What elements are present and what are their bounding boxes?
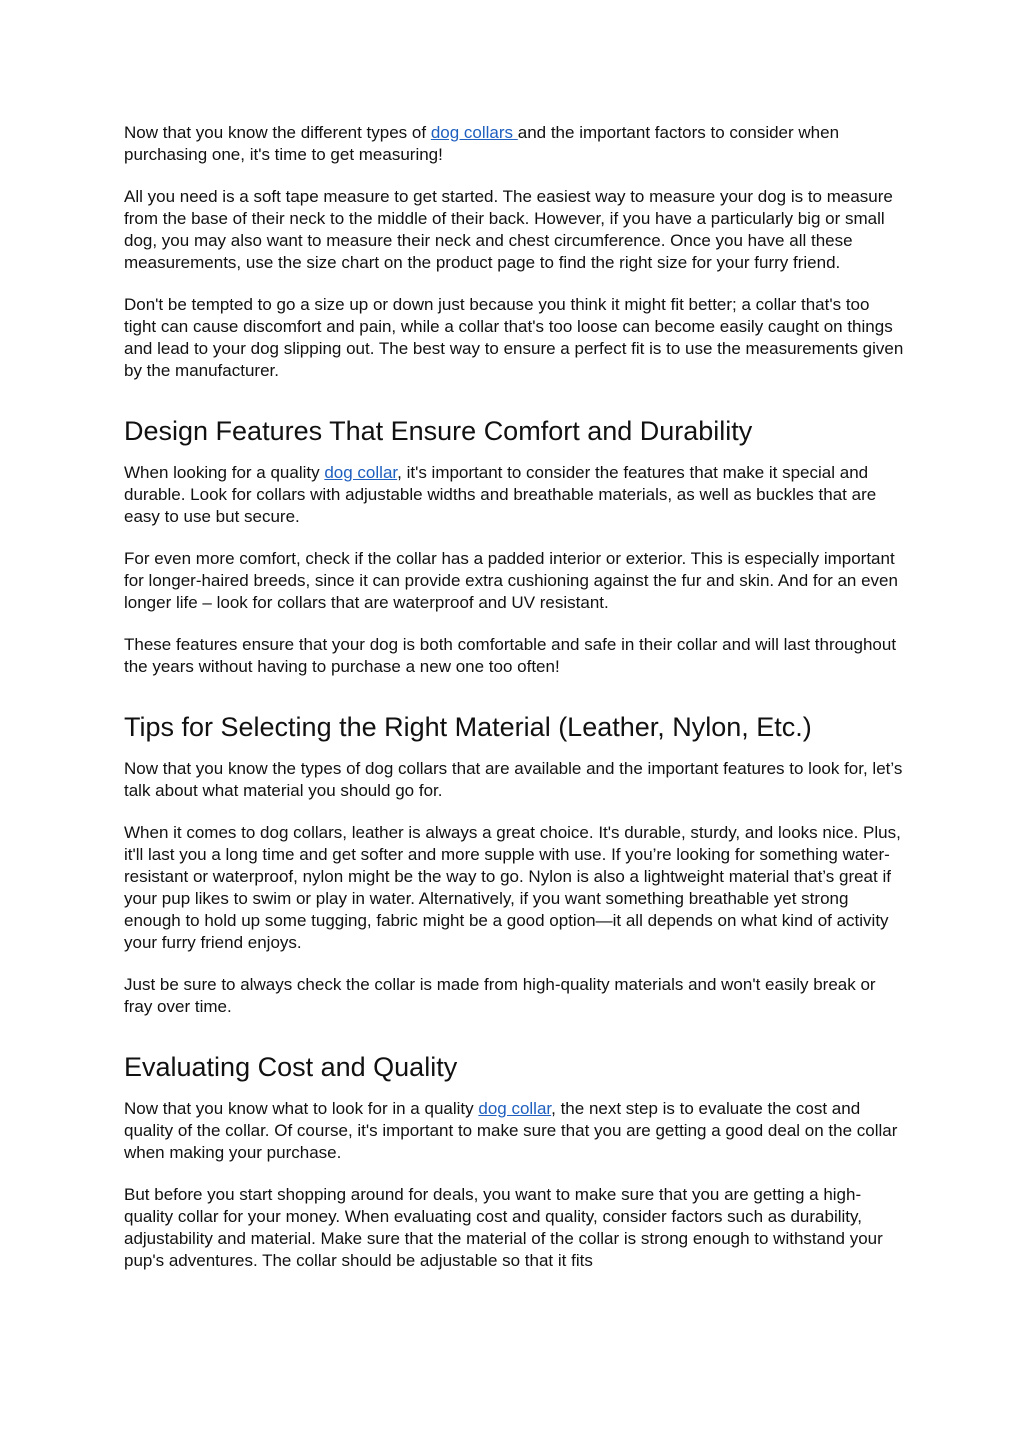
paragraph-intro: [124, 122, 904, 166]
heading-cost-quality: Evaluating Cost and Quality: [124, 1052, 458, 1082]
dog-collar-link[interactable]: dog collar: [324, 463, 398, 482]
text-segment: , it's important to consider the features that make it special and durable. Look for collars with adjustable widths and breathable materials, as well as buckles that are easy to use but secure.: [124, 463, 877, 526]
paragraph-cost-intro: [124, 1098, 904, 1164]
paragraph-material-options: When it comes to dog collars, leather is always a great choice. It's durable, sturdy, and looks nice. Plus, it'll last you a long time and get softer and more supple with use. If you’re looking for something water-resistant or waterproof, nylon might be the way to go. Nylon is also a lightweight material that’s great if your pup likes to swim or play in water. Alternatively, if you want something breathable yet strong enough to hold up some tugging, fabric might be a good option—it all depends on what kind of activity your furry friend enjoys.: [124, 823, 901, 952]
paragraph-material-intro: Now that you know the types of dog collars that are available and the important features to look for, let’s talk about what material you should go for.: [124, 759, 903, 800]
paragraph-cost-evaluation: But before you start shopping around for deals, you want to make sure that you are getting a high-quality collar for your money. When evaluating cost and quality, consider factors such as durability, adjustability and material. Make sure that the material of the collar is strong enough to withstand your pup's adventures. The collar should be adjustable so that it fits: [124, 1185, 883, 1270]
paragraph-tape-measure: All you need is a soft tape measure to get started. The easiest way to measure your dog is to measure from the base of their neck to the middle of their back. However, if you have a particularly big or small dog, you may also want to measure their neck and chest circumference. Once you have all these measurements, use the size chart on the product page to find the right size for your furry friend.: [124, 187, 893, 272]
dog-collar-link-2[interactable]: dog collar: [478, 1099, 552, 1118]
paragraph-comfort: For even more comfort, check if the collar has a padded interior or exterior. This is especially important for longer-haired breeds, since it can provide extra cushioning against the fur and skin. And for an even longer life – look for collars that are waterproof and UV resistant.: [124, 549, 898, 612]
text-segment: , the next step is to evaluate the cost and quality of the collar. Of course, it's important to make sure that you are getting a good deal on the collar when making your purchase.: [124, 1099, 898, 1162]
text-segment: When looking for a quality: [124, 463, 325, 482]
paragraph-quality-features: [124, 462, 904, 528]
paragraph-features-summary: These features ensure that your dog is both comfortable and safe in their collar and will last throughout the years without having to purchase a new one too often!: [124, 635, 897, 676]
text-segment: Now that you know what to look for in a quality: [124, 1099, 479, 1118]
paragraph-size-advice: Don't be tempted to go a size up or down just because you think it might fit better; a collar that's too tight can cause discomfort and pain, while a collar that's too loose can become easily caught on things and lead to your dog slipping out. The best way to ensure a perfect fit is to use the measurements given by the manufacturer.: [124, 295, 904, 380]
text-segment: and the important factors to consider when purchasing one, it's time to get measuring!: [124, 123, 840, 164]
dog-collars-link[interactable]: dog collars: [430, 123, 518, 142]
heading-material-tips: Tips for Selecting the Right Material (Leather, Nylon, Etc.): [124, 712, 812, 742]
heading-design-features: Design Features That Ensure Comfort and Durability: [124, 416, 753, 446]
paragraph-material-check: Just be sure to always check the collar is made from high-quality materials and won't easily break or fray over time.: [124, 975, 876, 1016]
document-page: [124, 122, 904, 1292]
text-segment: Now that you know the different types of: [124, 123, 431, 142]
